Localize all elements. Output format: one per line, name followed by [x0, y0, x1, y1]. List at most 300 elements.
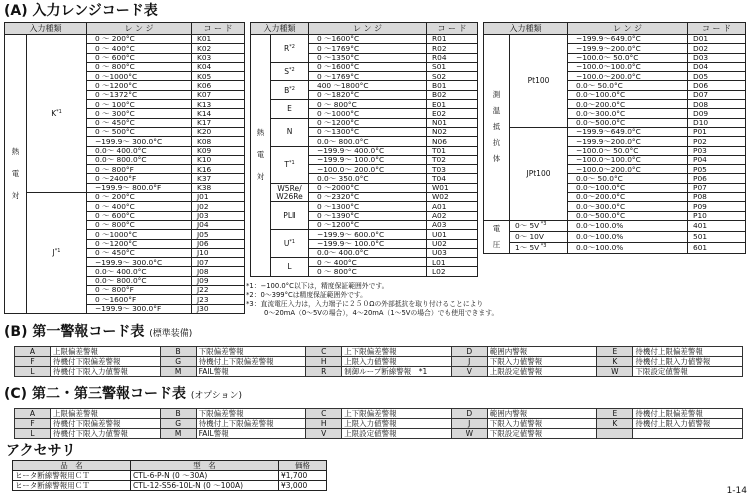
range-code: P09: [688, 202, 746, 211]
range-value: 0 ～1600°C: [309, 35, 427, 44]
range-code: K04: [192, 62, 245, 71]
range-code: K10: [192, 155, 245, 164]
range-value: 0 ～1350°C: [309, 53, 427, 62]
table-row: [13, 481, 327, 491]
range-code: K37: [192, 174, 245, 183]
range-value: 0 ～1600°F: [87, 295, 192, 304]
range-code: D01: [688, 35, 746, 44]
table-row: [251, 62, 478, 71]
range-value: 0 ～ 200°C: [87, 193, 192, 202]
sensor-note: *2: [289, 43, 295, 50]
sensor-note: *1: [56, 108, 62, 115]
alarm-name: 待機付上限偏差警報: [633, 409, 743, 419]
rtd-group-label: [484, 35, 510, 221]
table-row: [15, 347, 743, 357]
alarm-name: 制御ループ断線警報 *1: [342, 367, 452, 377]
range-value: 0 ～1769°C: [309, 44, 427, 53]
sensor-note: *1: [289, 238, 296, 245]
range-value: 0 ～ 400°C: [87, 44, 192, 53]
alarm-name: 上限設定値警報: [487, 367, 597, 377]
range-value: 0.0～ 400.0°C: [309, 248, 427, 257]
range-value: 0 ～1300°C: [309, 202, 427, 211]
sensor-note: *1: [288, 159, 295, 166]
accessory-header-row: [13, 461, 327, 471]
table-row: [5, 193, 245, 202]
range-value: 0 ～1000°C: [87, 230, 192, 239]
range-value: 0 ～1200°C: [87, 239, 192, 248]
alarm-name: 下限設定値警報: [487, 429, 597, 439]
range-value: 0.0～300.0°C: [568, 202, 688, 211]
range-code: N06: [427, 137, 478, 146]
group-label: [251, 35, 271, 277]
range-value: 0 ～1200°C: [309, 220, 427, 229]
range-value: 0 ～ 200°C: [87, 35, 192, 44]
alarm-code: K: [597, 357, 633, 367]
voltage-note: *3: [539, 221, 547, 228]
range-code: E01: [427, 100, 478, 109]
alarm-code: G: [160, 419, 196, 429]
sensor-label: Pt100: [510, 35, 568, 128]
range-code: J07: [192, 258, 245, 267]
range-code: N02: [427, 127, 478, 136]
range-code: K05: [192, 72, 245, 81]
accessory-price: ¥1,700: [279, 471, 327, 481]
range-code: P05: [688, 165, 746, 174]
table-row: [251, 81, 478, 90]
range-code: J02: [192, 202, 245, 211]
voltage-group-label-char: 電: [492, 223, 501, 233]
note-1: *1：−100.0°C以下は，精度保証範囲外です。: [246, 282, 389, 290]
range-code: J04: [192, 220, 245, 229]
range-value: 0 ～ 450°C: [87, 248, 192, 257]
range-code: D10: [688, 118, 746, 127]
range-value: 0 ～1200°C: [309, 118, 427, 127]
range-code: J05: [192, 230, 245, 239]
accessory-model: CTL-6-P-N (0 ～30A): [131, 471, 279, 481]
alarm-name: 待機付下限入力値警報: [51, 367, 161, 377]
range-value: −199.9～ 300.0°C: [87, 137, 192, 146]
rtd-group-label-char: 測: [492, 90, 501, 100]
range-table-thermocouple-kj: [4, 22, 245, 314]
range-value: 0 ～2400°F: [87, 174, 192, 183]
alarm-code: C: [306, 347, 342, 357]
range-code: K09: [192, 146, 245, 155]
alarm-name: 上限設定値警報: [342, 429, 452, 439]
alarm-code: D: [451, 409, 487, 419]
range-code: D09: [688, 109, 746, 118]
alarm-name: [633, 429, 743, 439]
accessory-title: アクセサリ: [6, 443, 76, 459]
range-value: 0 ～ 800°C: [309, 267, 427, 276]
range-code: L01: [427, 258, 478, 267]
range-value: 0 ～ 800°C: [87, 220, 192, 229]
range-value: 0.0～100.0%: [568, 220, 688, 231]
section-c-title-text: (C) 第二・第三警報コード表: [4, 386, 186, 402]
group-label-char: 対: [11, 190, 20, 200]
section-a-title: (A) 入力レンジコード表: [4, 3, 158, 19]
alarm-name: 待機付上限入力値警報: [633, 357, 743, 367]
range-code: K14: [192, 109, 245, 118]
range-code: J08: [192, 267, 245, 276]
range-value: 0 ～ 500°C: [87, 127, 192, 136]
range-value: −199.9～ 800.0°F: [87, 183, 192, 192]
range-code: A02: [427, 211, 478, 220]
range-code: R01: [427, 35, 478, 44]
range-value: 0.0～100.0%: [568, 242, 688, 253]
sensor-note: *1: [54, 248, 61, 255]
range-value: −199.9～ 400.0°C: [309, 146, 427, 155]
alarm-code: L: [15, 429, 51, 439]
range-code: R04: [427, 53, 478, 62]
range-header-row: [484, 23, 746, 35]
range-value: 0.0～100.0°C: [568, 90, 688, 99]
range-value: −199.9～ 100.0°C: [309, 155, 427, 164]
range-value: −199.9～ 300.0°C: [87, 258, 192, 267]
group-label-char: 熱: [256, 128, 265, 138]
alarm-code: E: [597, 347, 633, 357]
section-b-title-text: (B) 第一警報コード表: [4, 324, 145, 340]
range-code: A01: [427, 202, 478, 211]
range-code: A03: [427, 220, 478, 229]
sensor-label: PLⅡ: [271, 202, 309, 230]
sensor-note: *2: [289, 66, 295, 73]
range-code: P07: [688, 183, 746, 192]
range-value: 0.0～ 400.0°C: [87, 146, 192, 155]
range-code: U02: [427, 239, 478, 248]
table-row: [251, 100, 478, 109]
table-row: [15, 419, 743, 429]
range-value: 0 ～ 400°C: [309, 258, 427, 267]
alarm-name: 下限偏差警報: [196, 347, 306, 357]
alarm-code: M: [160, 429, 196, 439]
alarm-code: V: [306, 429, 342, 439]
sensor-label: JPt100: [510, 127, 568, 220]
range-value: −199.9～649.0°C: [568, 35, 688, 44]
range-code: D06: [688, 81, 746, 90]
alarm-code: K: [597, 419, 633, 429]
range-code: 401: [688, 220, 746, 231]
alarm-name: 範囲内警報: [487, 409, 597, 419]
range-code: K06: [192, 81, 245, 90]
alarm-name: 待機付上限偏差警報: [633, 347, 743, 357]
alarm-code: D: [451, 347, 487, 357]
accessory-header-name: 品 名: [13, 461, 131, 471]
alarm-code: M: [160, 367, 196, 377]
sensor-label: N: [271, 118, 309, 146]
range-value: 0.0～100.0%: [568, 231, 688, 242]
table-row: [15, 429, 743, 439]
header-code: コ ー ド: [192, 23, 245, 35]
range-code: U01: [427, 230, 478, 239]
range-value: 0.0～ 50.0°C: [568, 174, 688, 183]
sensor-note: *2: [289, 85, 295, 92]
table-row: [251, 258, 478, 267]
voltage-group-label-char: 圧: [492, 239, 501, 249]
range-code: W01: [427, 183, 478, 192]
accessory-header-price: 価格: [279, 461, 327, 471]
range-code: W02: [427, 193, 478, 202]
alarm-code: A: [15, 347, 51, 357]
accessory-header-model: 型 名: [131, 461, 279, 471]
voltage-input: 0～ 10V: [510, 231, 568, 242]
range-value: 0 ～ 600°C: [87, 211, 192, 220]
header-range: レ ン ジ: [309, 23, 427, 35]
range-code: D07: [688, 90, 746, 99]
alarm-code: J: [451, 357, 487, 367]
alarm-name: 上下限偏差警報: [342, 409, 452, 419]
range-table-thermocouple-other: [250, 22, 478, 277]
alarm-code: B: [160, 409, 196, 419]
alarm-name: FAIL警報: [196, 429, 306, 439]
alarm-table-second-third: [14, 408, 743, 439]
range-value: 0.0～ 800.0°C: [87, 276, 192, 285]
range-value: 0 ～1372°C: [87, 90, 192, 99]
range-code: D08: [688, 100, 746, 109]
table-row: [251, 146, 478, 155]
alarm-code: C: [306, 409, 342, 419]
range-value: −100.0～200.0°C: [568, 165, 688, 174]
range-code: U03: [427, 248, 478, 257]
table-row: [251, 183, 478, 192]
range-value: 0 ～1300°C: [309, 127, 427, 136]
range-value: −100.0～100.0°C: [568, 155, 688, 164]
range-value: 0 ～1000°C: [87, 72, 192, 81]
range-code: J30: [192, 304, 245, 313]
sensor-label: W5Re/ W26Re: [271, 183, 309, 202]
table-row: [5, 35, 245, 44]
sensor-label: L: [271, 258, 309, 277]
range-code: K03: [192, 53, 245, 62]
voltage-note: *3: [539, 243, 547, 250]
range-code: J22: [192, 286, 245, 295]
range-value: 0 ～ 600°C: [87, 53, 192, 62]
table-row: [13, 471, 327, 481]
voltage-input: 1～ 5V $^{*3}$: [510, 242, 568, 253]
group-label: [5, 35, 27, 314]
alarm-name: FAIL警報: [196, 367, 306, 377]
range-code: S02: [427, 72, 478, 81]
alarm-code: B: [160, 347, 196, 357]
alarm-name: 下限偏差警報: [196, 409, 306, 419]
range-header-row: [251, 23, 478, 35]
alarm-code: H: [306, 357, 342, 367]
sensor-label: E: [271, 100, 309, 119]
range-code: K01: [192, 35, 245, 44]
range-code: R02: [427, 44, 478, 53]
range-code: N01: [427, 118, 478, 127]
range-value: 0 ～1390°C: [309, 211, 427, 220]
range-value: −199.9～ 100.0°C: [309, 239, 427, 248]
accessory-name: ヒータ断線警報用ＣＴ: [13, 481, 131, 491]
range-code: K13: [192, 100, 245, 109]
alarm-code: [597, 429, 633, 439]
table-row: [15, 367, 743, 377]
alarm-code: G: [160, 357, 196, 367]
range-value: 0 ～1600°C: [309, 62, 427, 71]
note-3: *3：直流電圧入力は，入力端子に２５０Ωの外部抵抗を取り付けることにより: [246, 300, 484, 308]
voltage-input: 0～ 5V $^{*3}$: [510, 220, 568, 231]
range-code: B01: [427, 81, 478, 90]
range-code: J03: [192, 211, 245, 220]
range-value: 0 ～1000°C: [309, 109, 427, 118]
header-code: コ ー ド: [688, 23, 746, 35]
range-value: 0 ～1820°C: [309, 90, 427, 99]
range-code: J01: [192, 193, 245, 202]
alarm-code: R: [306, 367, 342, 377]
range-code: J23: [192, 295, 245, 304]
range-code: L02: [427, 267, 478, 276]
sensor-label: $J^{*1}$: [27, 193, 87, 314]
range-value: 0 ～1200°C: [87, 81, 192, 90]
range-value: 400 ～1800°C: [309, 81, 427, 90]
range-value: 0 ～ 800°F: [87, 286, 192, 295]
range-table-rtd-voltage: [483, 22, 746, 254]
section-b-title: [4, 325, 192, 339]
alarm-name: 上限入力値警報: [342, 357, 452, 367]
range-header-row: [5, 23, 245, 35]
range-code: P01: [688, 127, 746, 136]
range-code: K07: [192, 90, 245, 99]
range-value: 0 ～2320°C: [309, 193, 427, 202]
alarm-name: 待機付上下限偏差警報: [196, 357, 306, 367]
accessory-name: ヒータ断線警報用ＣＴ: [13, 471, 131, 481]
header-input-type: 入力種類: [484, 23, 568, 35]
alarm-name: 上限偏差警報: [51, 409, 161, 419]
range-value: 0 ～ 300°C: [87, 109, 192, 118]
range-code: P02: [688, 137, 746, 146]
alarm-code: W: [451, 429, 487, 439]
alarm-code: H: [306, 419, 342, 429]
alarm-name: 上限偏差警報: [51, 347, 161, 357]
range-value: −100.0～ 50.0°C: [568, 146, 688, 155]
section-c-title: [4, 387, 242, 401]
range-code: S01: [427, 62, 478, 71]
group-label-char: 対: [256, 172, 265, 182]
range-code: J06: [192, 239, 245, 248]
range-value: −100.0～200.0°C: [568, 72, 688, 81]
alarm-code: L: [15, 367, 51, 377]
range-value: 0.0～200.0°C: [568, 100, 688, 109]
alarm-name: 待機付上限入力値警報: [633, 419, 743, 429]
alarm-code: A: [15, 409, 51, 419]
range-value: −199.9～649.0°C: [568, 127, 688, 136]
range-code: P04: [688, 155, 746, 164]
range-code: T02: [427, 155, 478, 164]
range-value: −199.9～ 600.0°C: [309, 230, 427, 239]
sensor-label: $S^{*2}$: [271, 62, 309, 81]
range-value: 0 ～ 800°C: [309, 100, 427, 109]
range-code: D02: [688, 44, 746, 53]
range-value: −100.0～ 50.0°C: [568, 53, 688, 62]
accessory-model: CTL-12-S56-10L-N (0 ～100A): [131, 481, 279, 491]
section-c-subtitle: (オプション): [190, 391, 243, 401]
section-b-subtitle: (標準装備): [149, 329, 193, 339]
alarm-code: V: [451, 367, 487, 377]
alarm-code: F: [15, 357, 51, 367]
header-range: レ ン ジ: [87, 23, 192, 35]
range-value: 0 ～2000°C: [309, 183, 427, 192]
alarm-code: W: [597, 367, 633, 377]
voltage-group-label: [484, 220, 510, 253]
range-value: 0.0～500.0°C: [568, 211, 688, 220]
range-code: D05: [688, 72, 746, 81]
alarm-name: 下限入力値警報: [487, 419, 597, 429]
alarm-name: 上下限偏差警報: [342, 347, 452, 357]
range-value: 0 ～ 100°C: [87, 100, 192, 109]
range-value: −199.9～200.0°C: [568, 137, 688, 146]
alarm-name: 下限設定値警報: [633, 367, 743, 377]
range-notes: [246, 282, 498, 318]
sensor-label: $R^{*2}$: [271, 35, 309, 63]
rtd-group-label-char: 抵: [492, 122, 501, 132]
group-label-char: 電: [11, 168, 20, 178]
table-row: [251, 202, 478, 211]
table-row: [15, 357, 743, 367]
alarm-code: E: [597, 409, 633, 419]
note-2: *2：0～399°Cは精度保証範囲外です。: [246, 291, 367, 299]
header-range: レ ン ジ: [568, 23, 688, 35]
range-value: 0 ～ 450°C: [87, 118, 192, 127]
alarm-name: 待機付下限偏差警報: [51, 357, 161, 367]
alarm-code: F: [15, 419, 51, 429]
range-code: T03: [427, 165, 478, 174]
range-value: −100.0～100.0°C: [568, 62, 688, 71]
group-label-char: 電: [256, 150, 265, 160]
range-code: P06: [688, 174, 746, 183]
sensor-label: $K^{*1}$: [27, 35, 87, 193]
range-code: K20: [192, 127, 245, 136]
alarm-name: 下限入力値警報: [487, 357, 597, 367]
table-row: [484, 231, 746, 242]
range-value: 0.0～200.0°C: [568, 193, 688, 202]
table-row: [484, 242, 746, 253]
range-code: K17: [192, 118, 245, 127]
range-value: 0 ～ 800°F: [87, 165, 192, 174]
table-row: [484, 35, 746, 44]
range-code: T01: [427, 146, 478, 155]
header-input-type: 入力種類: [251, 23, 309, 35]
range-code: K08: [192, 137, 245, 146]
range-value: 0.0～100.0°C: [568, 183, 688, 192]
range-code: 601: [688, 242, 746, 253]
range-value: 0.0～ 400.0°C: [87, 267, 192, 276]
range-code: J10: [192, 248, 245, 257]
range-code: K16: [192, 165, 245, 174]
sensor-label: $U^{*1}$: [271, 230, 309, 258]
range-value: 0 ～ 800°C: [87, 62, 192, 71]
range-value: −199.9～ 300.0°F: [87, 304, 192, 313]
range-value: 0.0～500.0°C: [568, 118, 688, 127]
range-code: T04: [427, 174, 478, 183]
range-code: E02: [427, 109, 478, 118]
range-code: P08: [688, 193, 746, 202]
accessory-price: ¥3,000: [279, 481, 327, 491]
range-code: D03: [688, 53, 746, 62]
range-code: P03: [688, 146, 746, 155]
rtd-group-label-char: 体: [492, 154, 501, 164]
range-value: 0.0～ 350.0°C: [309, 174, 427, 183]
page-number: 1-14: [726, 486, 747, 496]
rtd-group-label-char: 温: [492, 106, 501, 116]
range-value: 0 ～ 400°C: [87, 202, 192, 211]
range-value: −100.0～ 200.0°C: [309, 165, 427, 174]
alarm-name: 待機付下限入力値警報: [51, 429, 161, 439]
table-row: [484, 220, 746, 231]
range-value: 0.0～ 800.0°C: [309, 137, 427, 146]
range-value: 0 ～1769°C: [309, 72, 427, 81]
range-code: P10: [688, 211, 746, 220]
header-input-type: 入力種類: [5, 23, 87, 35]
